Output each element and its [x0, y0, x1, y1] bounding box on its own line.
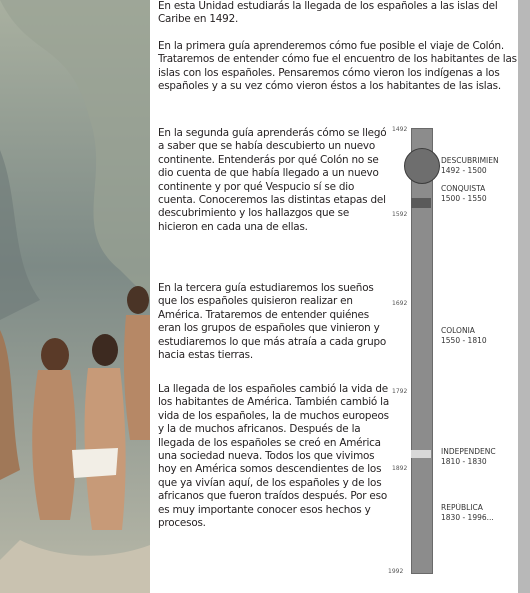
- illustration-image: [0, 0, 150, 593]
- third-guide-paragraph: En la tercera guía estudiaremos los sueños que los españoles quisieron realizar en América. Trataremos de entender quiénes eran los grupos de españoles que vinieron y estudiaremos lo que más atraía a cada grupo hacia estas tierras.: [158, 282, 387, 362]
- period-name: REPÚBLICA: [441, 503, 483, 512]
- year-tick: 1792: [392, 388, 408, 395]
- period-range: 1830 - 1996...: [441, 513, 494, 522]
- year-tick: 1592: [392, 211, 408, 218]
- year-tick: 1692: [392, 300, 408, 307]
- period-name: DESCUBRIMIEN: [441, 156, 499, 165]
- period-range: 1500 - 1550: [441, 194, 487, 203]
- year-tick: 1892: [392, 465, 408, 472]
- year-tick: 1992: [388, 568, 404, 575]
- right-gutter: [518, 0, 530, 593]
- first-guide-paragraph: En la primera guía aprenderemos cómo fue posible el viaje de Colón. Trataremos de entender cómo fue el encuentro de los habitantes de las islas con los españoles. Pensaremos cómo vieron los indígenas a los españoles y a su vez cómo vieron éstos a los habitantes de las islas.: [158, 40, 517, 93]
- period-range: 1492 - 1500: [441, 166, 487, 175]
- timeline-independencia-marker: [411, 450, 431, 458]
- period-range: 1550 - 1810: [441, 336, 487, 345]
- timeline-start-circle: [404, 148, 440, 184]
- period-range: 1810 - 1830: [441, 457, 487, 466]
- history-timeline: [388, 120, 522, 590]
- period-name: COLONIA: [441, 326, 475, 335]
- period-name: INDEPENDENC: [441, 447, 496, 456]
- indigenous-people-illustration: [0, 0, 150, 593]
- period-name: CONQUISTA: [441, 184, 486, 193]
- timeline-bar: [411, 128, 433, 574]
- year-tick: 1492: [392, 126, 408, 133]
- intro-paragraph: En esta Unidad estudiarás la llegada de los españoles a las islas del Caribe en 1492.: [158, 0, 498, 26]
- timeline-conquista-segment: [411, 198, 431, 208]
- second-guide-paragraph: En la segunda guía aprenderás cómo se llegó a saber que se había descubierto un nuevo continente. Entenderás por qué Colón no se dio cuenta de que había llegado a un nuevo continente y por qué Vespucio sí se dio cuenta. Conoceremos las distintas etapas del descubrimiento y los hallazgos que se hicieron en cada una de ellas.: [158, 127, 387, 233]
- conclusion-paragraph: La llegada de los españoles cambió la vida de los habitantes de América. También cambió la vida de los españoles, la de muchos europeos y la de muchos africanos. Después de la llegada de los españoles se creó en América una sociedad nueva. Todos los que vivimos hoy en América somos descendientes de los que ya vivían aquí, de los españoles y de los africanos que fueron traídos después. Por eso es muy importante conocer esos hechos y procesos.: [158, 383, 390, 530]
